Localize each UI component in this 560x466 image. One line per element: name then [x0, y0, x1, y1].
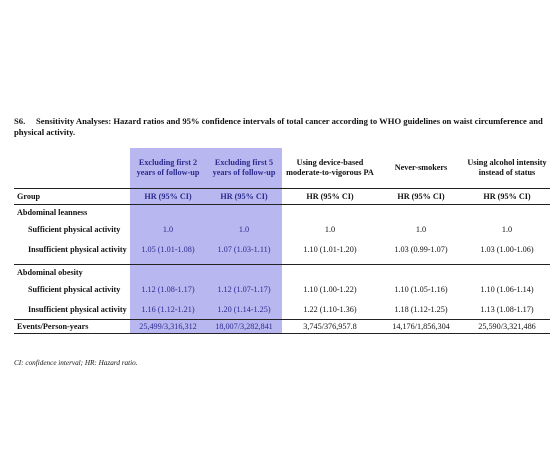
table-cell: 1.12 (1.07-1.17) [206, 279, 282, 299]
section-row-obesity [14, 265, 550, 280]
table-row [14, 239, 550, 260]
table-cell: 1.10 (1.01-1.20) [303, 245, 357, 254]
table-number: S6. [14, 116, 26, 126]
group-label: Group [14, 189, 130, 205]
table-cell: 1.18 (1.12-1.25) [394, 304, 448, 314]
table-cell: 1.05 (1.01-1.08) [130, 239, 206, 260]
table-cell: 1.22 (1.10-1.36) [303, 304, 357, 314]
table-cell: 14,176/1,856,304 [378, 320, 464, 334]
sensitivity-table [14, 148, 550, 334]
table-cell: 1.03 (1.00-1.06) [480, 245, 534, 254]
row-label: Insufficient physical activity [28, 245, 127, 254]
section-title: Abdominal obesity [14, 265, 130, 280]
row-label: Sufficient physical activity [28, 284, 121, 294]
table-cell: 1.03 (0.99-1.07) [394, 245, 448, 254]
table-cell: 1.0 [501, 224, 513, 234]
table-cell: 25,499/3,316,312 [130, 320, 206, 334]
subheader-row [14, 189, 550, 205]
table-cell: 1.0 [206, 219, 282, 239]
header-row [14, 148, 550, 189]
table-cell: 1.16 (1.12-1.21) [130, 299, 206, 320]
metric-label: HR (95% CI) [282, 189, 378, 205]
metric-label: HR (95% CI) [206, 189, 282, 205]
section-row-leanness [14, 205, 550, 220]
table-cell: 1.10 (1.05-1.16) [394, 284, 448, 294]
table-cell: 1.07 (1.03-1.11) [206, 239, 282, 260]
table-row [14, 299, 550, 320]
table-title: Sensitivity Analyses: Hazard ratios and 95% confidence intervals of total cancer according to WHO guidelines on waist circumference and physical activity. [14, 116, 543, 137]
table-cell: 1.0 [130, 219, 206, 239]
section-title: Abdominal leanness [17, 207, 88, 217]
metric-label: HR (95% CI) [130, 189, 206, 205]
table-caption [14, 116, 550, 138]
row-label: Insufficient physical activity [28, 304, 127, 314]
table-cell: 3,745/376,957.8 [282, 320, 378, 334]
table-cell: 1.0 [324, 224, 336, 234]
table-row [14, 219, 550, 239]
table-footnote: CI: confidence interval; HR: Hazard ratio. [14, 359, 138, 367]
table-cell: 25,590/3,321,486 [464, 320, 550, 334]
table-cell: 1.13 (1.08-1.17) [480, 304, 534, 314]
events-label: Events/Person-years [14, 320, 130, 334]
table-cell: 1.0 [415, 224, 427, 234]
col-header-never-smokers: Never-smokers [394, 163, 448, 172]
col-header-device-pa: Using device-based moderate-to-vigorous PA [286, 158, 374, 177]
table-row [14, 279, 550, 299]
table-cell: 1.10 (1.00-1.22) [303, 284, 357, 294]
header-empty [14, 148, 130, 189]
col-header-excl-2y: Excluding first 2 years of follow-up [130, 148, 206, 189]
metric-label: HR (95% CI) [464, 189, 550, 205]
col-header-alcohol: Using alcohol intensity instead of status [467, 158, 547, 177]
table-cell: 1.10 (1.06-1.14) [480, 284, 534, 294]
row-label: Sufficient physical activity [28, 224, 121, 234]
table-cell: 1.20 (1.14-1.25) [206, 299, 282, 320]
table-cell: 18,007/3,282,841 [206, 320, 282, 334]
table-cell: 1.12 (1.08-1.17) [130, 279, 206, 299]
metric-label: HR (95% CI) [378, 189, 464, 205]
events-row [14, 320, 550, 334]
col-header-excl-5y: Excluding first 5 years of follow-up [206, 148, 282, 189]
